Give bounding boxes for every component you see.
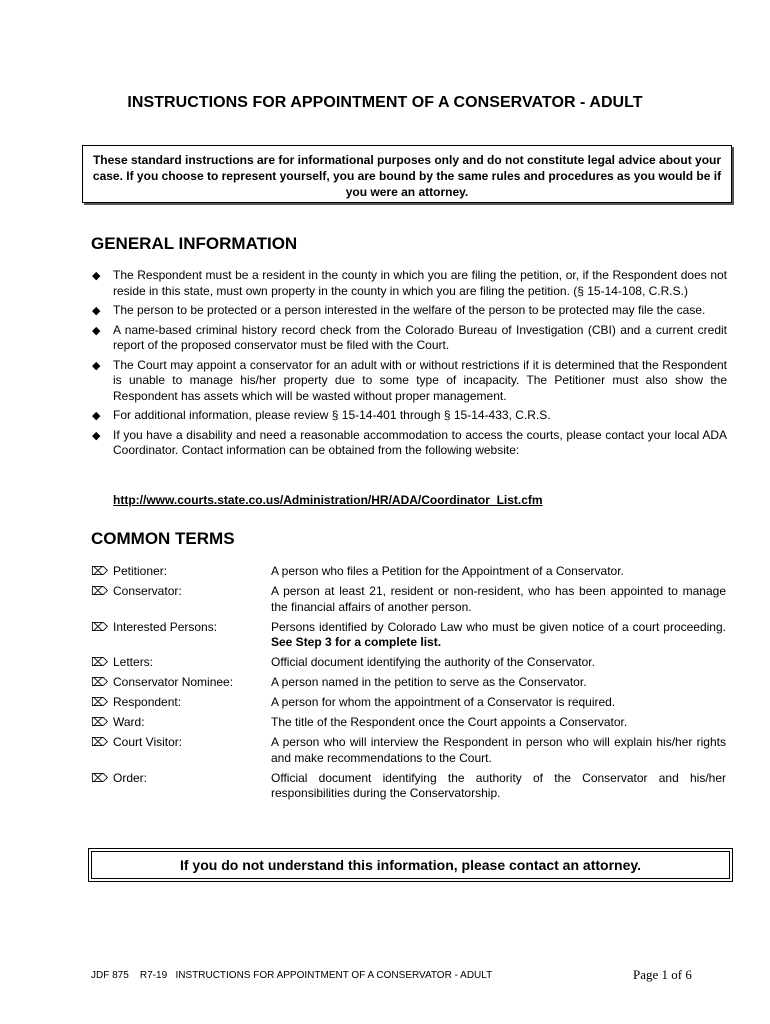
arrow-box-icon: ⌦ (91, 735, 108, 749)
diamond-bullet-icon: ◆ (92, 410, 101, 422)
list-item: ◆ The person to be protected or a person interested in the welfare of the person to be protected may file the case. (91, 303, 727, 319)
term-row: ⌦ Court Visitor: A person who will interview the Respondent in person who will explain his/her rights and make recommendations to the Court. (91, 735, 726, 765)
arrow-box-icon: ⌦ (91, 655, 108, 669)
general-information-list (91, 268, 727, 463)
disclaimer-box: These standard instructions are for informational purposes only and do not constitute legal advice about your case. If you choose to represent yourself, you are bound by the same rules and procedures as you would be if you were an attorney. (82, 145, 732, 203)
term-row: ⌦ Order: Official document identifying the authority of the Conservator and his/her responsibilities during the Conservatorship. (91, 770, 726, 800)
list-item: ◆ The Court may appoint a conservator for an adult with or without restrictions if it is determined that the Respondent is unable to manage his/her property due to some type of incapacity. The Petitioner must also show the Respondent has assets which will be wasted without proper management. (92, 357, 727, 403)
arrow-box-icon: ⌦ (91, 619, 108, 634)
diamond-bullet-icon: ◆ (92, 270, 101, 282)
term-row: ⌦ Interested Persons: Persons identified by Colorado Law who must be given notice of a court proceeding. See Step 3 for a complete list. (91, 619, 726, 649)
term-row: ⌦ Conservator Nominee: A person named in the petition to serve as the Conservator. (91, 675, 587, 689)
diamond-bullet-icon: ◆ (92, 324, 101, 337)
term-row: ⌦ Letters: Official document identifying the authority of the Conservator. (91, 655, 595, 669)
arrow-box-icon: ⌦ (91, 770, 108, 785)
term-row: ⌦ Respondent: A person for whom the appointment of a Conservator is required. (91, 695, 616, 709)
list-item: ◆ The Respondent must be a resident in the county in which you are filing the petition, or, if the Respondent does not reside in this state, must own property in the county in which you are filing the petition. (§ 15-14-108, C.R.S.) (92, 268, 727, 298)
term-row: ⌦ Petitioner: A person who files a Petition for the Appointment of a Conservator. (91, 564, 624, 578)
diamond-bullet-icon: ◆ (92, 359, 101, 372)
common-terms-heading: COMMON TERMS (91, 529, 235, 548)
list-item: ◆ If you have a disability and need a reasonable accommodation to access the courts, please contact your local ADA Coordinator. Contact information can be obtained from the following website: (92, 427, 727, 457)
common-terms-list (91, 564, 727, 806)
term-row: ⌦ Ward: The title of the Respondent once the Court appoints a Conservator. (91, 715, 628, 729)
page-title: INSTRUCTIONS FOR APPOINTMENT OF A CONSERVATOR - ADULT (127, 94, 643, 111)
general-information-heading: GENERAL INFORMATION (91, 234, 298, 253)
arrow-box-icon: ⌦ (91, 695, 108, 709)
arrow-box-icon: ⌦ (91, 715, 108, 729)
arrow-box-icon: ⌦ (91, 675, 108, 689)
page-number: Page 1 of 6 (633, 967, 692, 982)
diamond-bullet-icon: ◆ (92, 429, 101, 442)
ada-coordinator-link[interactable]: http://www.courts.state.co.us/Administration/HR/ADA/Coordinator_List.cfm (113, 493, 543, 507)
attorney-notice-box: If you do not understand this information, please contact an attorney. (88, 848, 733, 882)
diamond-bullet-icon: ◆ (92, 305, 101, 317)
term-row: ⌦ Conservator: A person at least 21, resident or non-resident, who has been appointed to manage the financial affairs of another person. (91, 584, 726, 614)
step-3-reference: See Step 3 for a complete list. (271, 635, 442, 649)
arrow-box-icon: ⌦ (91, 564, 108, 578)
list-item: ◆ For additional information, please review § 15-14-401 through § 15-14-433, C.R.S. (91, 408, 727, 424)
arrow-box-icon: ⌦ (91, 584, 108, 598)
footer-form-id: JDF 875 R7-19 INSTRUCTIONS FOR APPOINTMENT OF A CONSERVATOR - ADULT (91, 970, 493, 981)
list-item: ◆ A name-based criminal history record check from the Colorado Bureau of Investigation (CBI) and a current credit report of the proposed conservator must be filed with the Court. (92, 322, 727, 352)
